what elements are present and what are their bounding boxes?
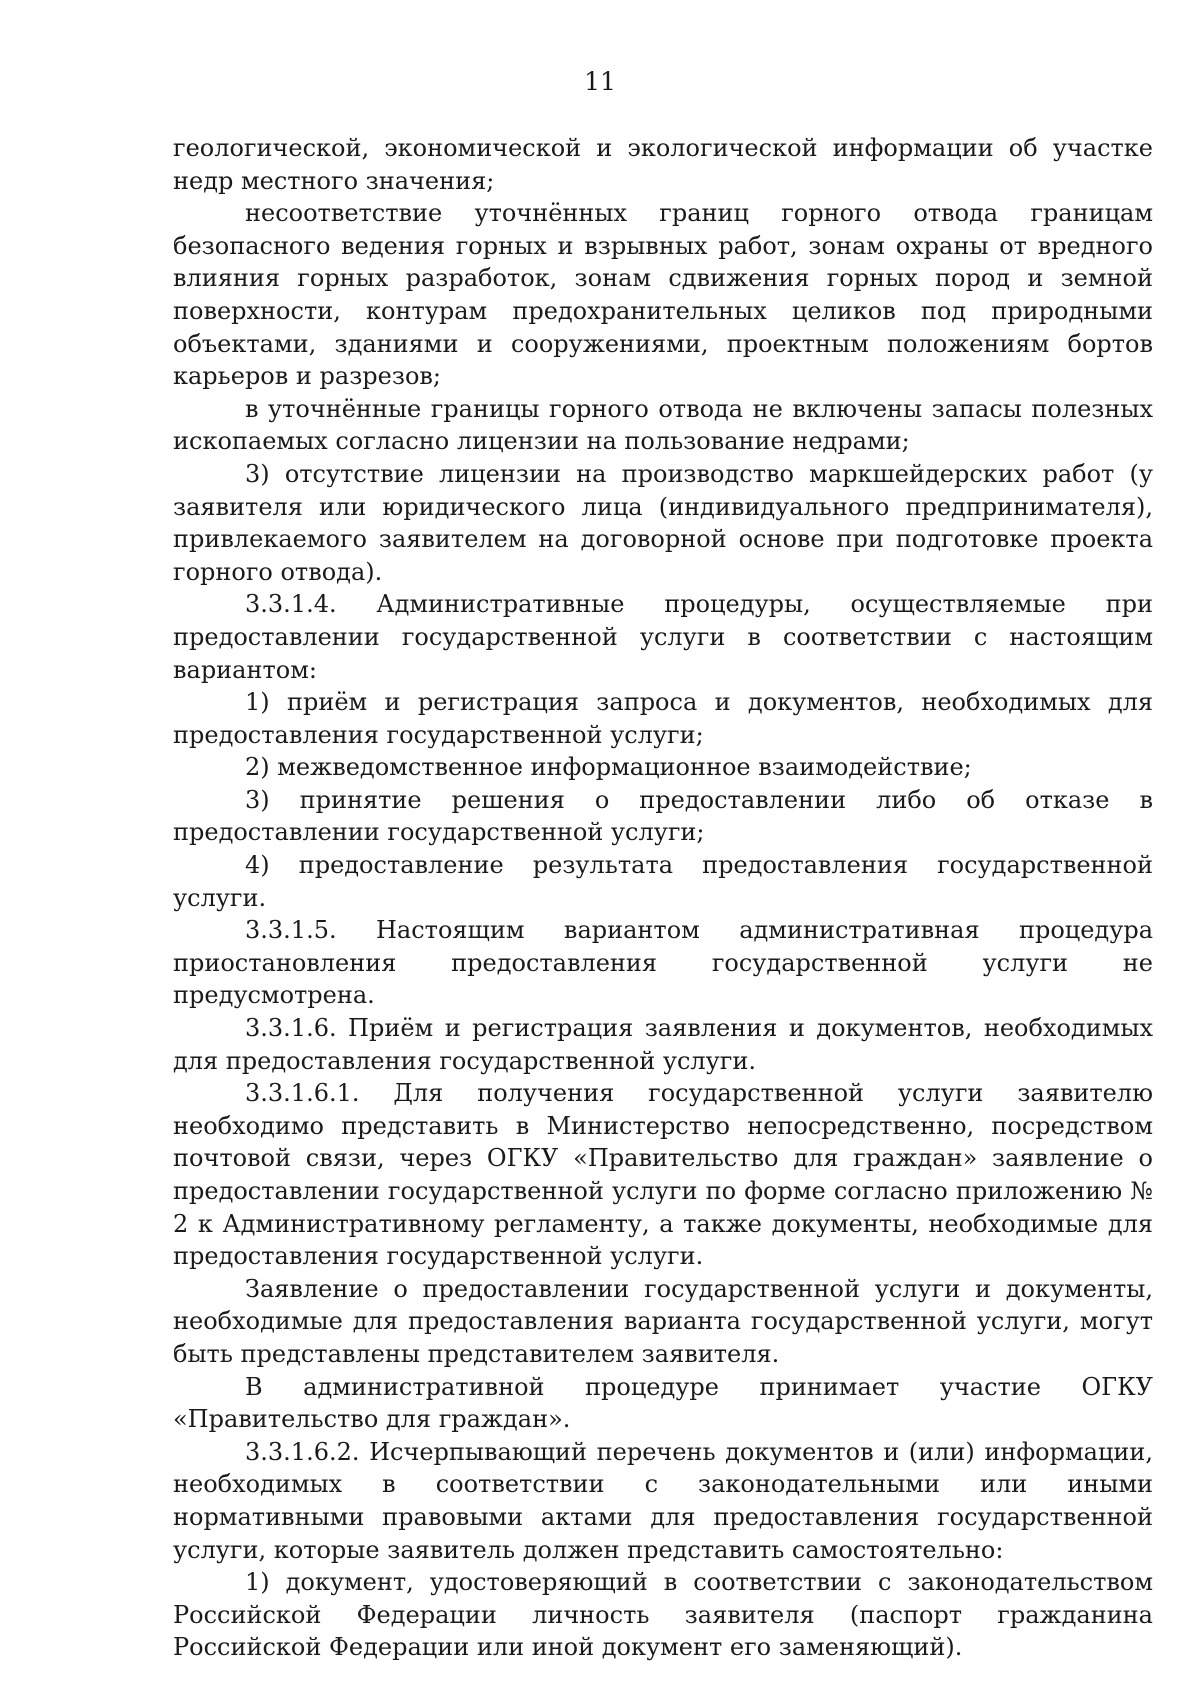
paragraph: геологической, экономической и экологической информации об участке недр местного значения; (173, 134, 1153, 195)
paragraph: 3.3.1.4. Административные процедуры, осуществляемые при предоставлении государственной услуги в соответствии с настоящим вариантом: (173, 590, 1153, 684)
paragraph: 4) предоставление результата предоставления государственной услуги. (173, 851, 1153, 912)
paragraph: Заявление о предоставлении государственной услуги и документы, необходимые для предоставления варианта государственной услуги, могут быть представлены представителем заявителя. (173, 1274, 1153, 1368)
paragraph: 1) документ, удостоверяющий в соответствии с законодательством Российской Федерации личность заявителя (паспорт гражданина Российской Федерации или иной документ его заменяющий). (173, 1568, 1153, 1662)
paragraph: 3) отсутствие лицензии на производство маркшейдерских работ (у заявителя или юридического лица (индивидуального предпринимателя), привлекаемого заявителем на договорной основе при подготовке проекта горного отвода). (173, 459, 1153, 586)
paragraph: несоответствие уточнённых границ горного отвода границам безопасного ведения горных и взрывных работ, зонам охраны от вредного влияния горных разработок, зонам сдвижения горных пород и земной поверхности, контурам предохранительных целиков под природными объектами, зданиями и сооружениями, проектным положениям бортов карьеров и разрезов; (173, 199, 1153, 391)
paragraph: 3.3.1.5. Настоящим вариантом административная процедура приостановления предоставления государственной услуги не предусмотрена. (173, 916, 1153, 1010)
document-body (173, 132, 1153, 1664)
paragraph: 3.3.1.6.1. Для получения государственной услуги заявителю необходимо представить в Министерство непосредственно, посредством почтовой связи, через ОГКУ «Правительство для граждан» заявление о предоставлении государственной услуги по форме согласно приложению № 2 к Административному регламенту, а также документы, необходимые для предоставления государственной услуги. (173, 1079, 1153, 1271)
paragraph: 2) межведомственное информационное взаимодействие; (245, 753, 972, 782)
paragraph: В административной процедуре принимает участие ОГКУ «Правительство для граждан». (173, 1372, 1153, 1434)
paragraph: 1) приём и регистрация запроса и документов, необходимых для предоставления государственной услуги; (173, 688, 1153, 749)
paragraph: в уточнённые границы горного отвода не включены запасы полезных ископаемых согласно лицензии на пользование недрами; (173, 394, 1153, 456)
paragraph: 3) принятие решения о предоставлении либо об отказе в предоставлении государственной услуги; (173, 785, 1153, 847)
paragraph: 3.3.1.6. Приём и регистрация заявления и документов, необходимых для предоставления государственной услуги. (173, 1014, 1153, 1075)
paragraph: 3.3.1.6.2. Исчерпывающий перечень документов и (или) информации, необходимых в соответствии с законодательными или иными нормативными правовыми актами для предоставления государственной услуги, которые заявитель должен представить самостоятельно: (173, 1437, 1153, 1564)
page-number: 11 (584, 67, 616, 96)
